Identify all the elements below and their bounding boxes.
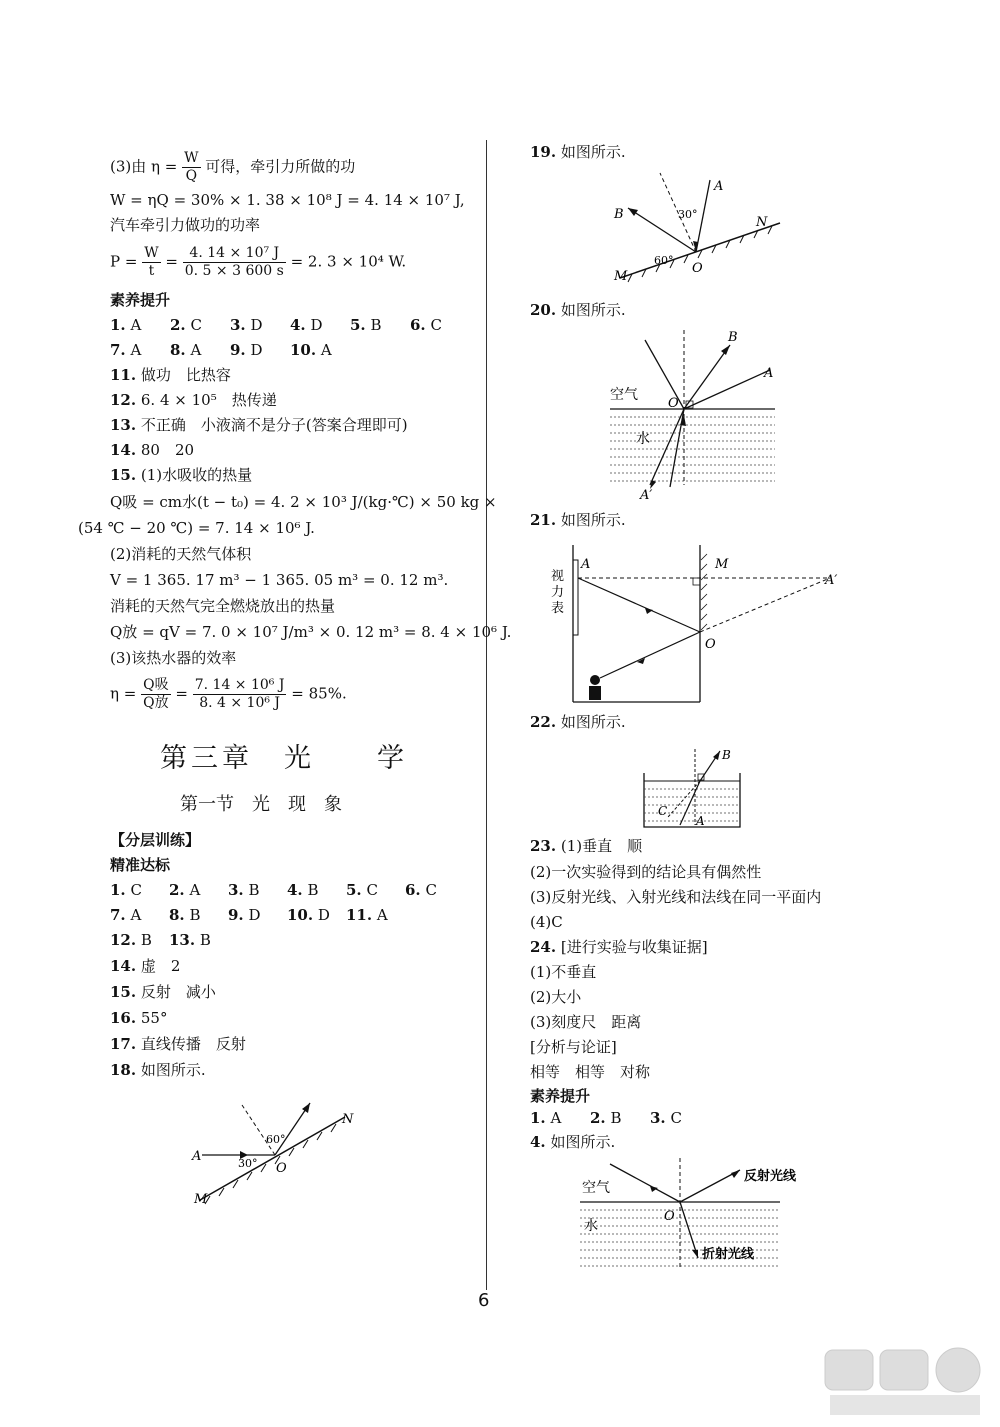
svg-text:60°: 60° <box>654 254 674 267</box>
eq-heat-released: Q放 = qV = 7. 0 × 10⁷ J/m³ × 0. 12 m³ = 8. 4 × 10⁶ J. <box>110 623 512 641</box>
fraction: $\frac{W}{Q}$ <box>184 150 199 184</box>
svg-text:反射光线: 反射光线 <box>744 1169 797 1184</box>
svg-text:力: 力 <box>551 585 565 600</box>
answer-item: 6. C <box>405 881 437 899</box>
svg-text:O: O <box>692 261 703 276</box>
answer-24-3: (3)刻度尺 距离 <box>530 1013 642 1031</box>
answer-row <box>110 905 405 925</box>
answer-row <box>110 315 470 335</box>
svg-text:O: O <box>705 637 716 652</box>
svg-text:A′: A′ <box>825 573 838 588</box>
heading-jingzhun: 精准达标 <box>110 856 171 874</box>
label-M: M <box>194 1192 208 1207</box>
svg-text:水: 水 <box>584 1218 598 1234</box>
answer-item: 9. D <box>230 341 263 359</box>
figure-18-reflection <box>180 1095 370 1210</box>
answer-item: 5. B <box>350 316 382 334</box>
answer-item: 3. D <box>230 316 263 334</box>
text-line: (3)该热水器的效率 <box>110 649 237 667</box>
answer-22: 22. 如图所示. <box>530 713 626 731</box>
answer-16: 16. 55° <box>110 1009 168 1027</box>
watermark-logo <box>820 1345 990 1420</box>
eq-heat-absorbed-cont: (54 ℃ − 20 ℃) = 7. 14 × 10⁶ J. <box>78 519 315 537</box>
answer-item: 10. D <box>287 906 330 924</box>
svg-text:O: O <box>668 396 679 411</box>
svg-text:视: 视 <box>551 569 565 584</box>
svg-text:A′: A′ <box>640 488 653 503</box>
eq-power: P = $\frac{W}{t}$ = $\frac{\text{4. 14 × 10⁷ J}}{0. 5 \times 3 600 s}$ = 2. 3 × 10⁴ W. <box>110 245 407 279</box>
answer-24-1: (1)不垂直 <box>530 963 597 981</box>
section-title: 第一节 光 现 象 <box>180 794 342 815</box>
svg-text:折射光线: 折射光线 <box>702 1247 755 1262</box>
figure-22-water-tank <box>640 745 750 830</box>
svg-text:O: O <box>664 1209 675 1224</box>
answer-item: 1. A <box>530 1109 562 1127</box>
figure-20-refraction <box>600 325 785 510</box>
answer-20: 20. 如图所示. <box>530 301 626 319</box>
text-line: (2)消耗的天然气体积 <box>110 545 252 563</box>
answer-23: 23. (1)垂直 顺 <box>530 837 643 855</box>
svg-text:B: B <box>722 748 731 762</box>
answer-24: 24. [进行实验与收集证据] <box>530 938 708 956</box>
page-number: 6 <box>478 1290 490 1311</box>
svg-text:A: A <box>764 366 774 381</box>
answer-19: 19. 如图所示. <box>530 143 626 161</box>
svg-text:C: C <box>658 804 668 818</box>
text-line: 汽车牵引力做功的功率 <box>110 216 261 234</box>
svg-text:N: N <box>756 215 768 230</box>
eq-heat-absorbed: Q吸 = cm水(t − t₀) = 4. 2 × 10³ J/(kg·℃) × 50 kg × <box>110 493 497 511</box>
svg-text:A: A <box>714 179 724 194</box>
chapter-title: 第三章 光 学 <box>160 743 408 774</box>
answer-item: 2. C <box>170 316 202 334</box>
answer-24-5: 相等 相等 对称 <box>530 1063 651 1081</box>
answer-12: 12. 6. 4 × 10⁵ 热传递 <box>110 391 277 409</box>
label-N: N <box>342 1112 354 1127</box>
answer-item: 13. B <box>169 931 211 949</box>
answer-item: 4. D <box>290 316 323 334</box>
answer-24-4: [分析与论证] <box>530 1038 617 1056</box>
answer-14b: 14. 虚 2 <box>110 957 181 975</box>
svg-text:M: M <box>715 557 729 572</box>
svg-text:空气: 空气 <box>582 1180 610 1196</box>
answer-item: 9. D <box>228 906 261 924</box>
heading-suyang: 素养提升 <box>110 291 171 309</box>
label-O: O <box>276 1161 287 1176</box>
answer-item: 12. B <box>110 931 152 949</box>
svg-text:30°: 30° <box>678 208 698 221</box>
heading-fenceng: 【分层训练】 <box>110 831 201 849</box>
answer-item: 2. B <box>590 1109 622 1127</box>
answer-4: 4. 如图所示. <box>530 1133 616 1151</box>
answer-15b: 15. 反射 减小 <box>110 983 216 1001</box>
answer-14: 14. 80 20 <box>110 441 195 459</box>
answer-item: 1. C <box>110 881 142 899</box>
svg-text:表: 表 <box>551 601 565 616</box>
answer-24-2: (2)大小 <box>530 988 582 1006</box>
answer-17: 17. 直线传播 反射 <box>110 1035 246 1053</box>
answer-row <box>530 1108 710 1128</box>
answer-item: 8. B <box>169 906 201 924</box>
angle-60: 60° <box>266 1133 286 1146</box>
svg-text:B: B <box>728 330 738 345</box>
svg-text:M: M <box>614 269 628 284</box>
answer-item: 6. C <box>410 316 442 334</box>
answer-item: 5. C <box>346 881 378 899</box>
figure-21-mirror <box>545 540 840 710</box>
eq-volume: V = 1 365. 17 m³ − 1 365. 05 m³ = 0. 12 m³. <box>110 571 449 589</box>
answer-item: 3. C <box>650 1109 682 1127</box>
svg-text:空气: 空气 <box>610 387 638 403</box>
answer-11: 11. 做功 比热容 <box>110 366 231 384</box>
figure-4-reflection-refraction <box>580 1158 800 1278</box>
answer-item: 7. A <box>110 906 142 924</box>
answer-item: 7. A <box>110 341 142 359</box>
answer-item: 4. B <box>287 881 319 899</box>
answer-item: 10. A <box>290 341 332 359</box>
answer-13: 13. 不正确 小液滴不是分子(答案合理即可) <box>110 416 408 434</box>
answer-23-2: (2)一次实验得到的结论具有偶然性 <box>530 863 762 881</box>
svg-text:B: B <box>614 207 624 222</box>
answer-item: 11. A <box>346 906 388 924</box>
heading-suyang-2: 素养提升 <box>530 1087 591 1105</box>
answer-item: 3. B <box>228 881 260 899</box>
answer-23-3: (3)反射光线、入射光线和法线在同一平面内 <box>530 888 822 906</box>
answer-item: 1. A <box>110 316 142 334</box>
answer-21: 21. 如图所示. <box>530 511 626 529</box>
eq-efficiency-line: (3)由 η = $\frac{W}{Q}$ 可得，牵引力所做的功 <box>110 150 356 184</box>
figure-19-reflection <box>600 168 790 288</box>
answer-row <box>110 880 464 900</box>
svg-text:水: 水 <box>636 431 650 447</box>
label-A: A <box>192 1149 202 1164</box>
eq-heater-efficiency: η = $\frac{\text{Q吸}}{\text{Q放}}$ = $\frac{\text{7. 14 × 10⁶ J}}{\text{8. 4 × 10⁶ J}}$ = 85%. <box>110 677 347 711</box>
answer-15: 15. (1)水吸收的热量 <box>110 466 253 484</box>
answer-item: 2. A <box>169 881 201 899</box>
answer-row <box>110 930 228 950</box>
answer-23-4: (4)C <box>530 913 563 931</box>
answer-18: 18. 如图所示. <box>110 1061 206 1079</box>
svg-text:A: A <box>581 557 591 572</box>
svg-text:A: A <box>696 814 705 828</box>
answer-item: 8. A <box>170 341 202 359</box>
angle-30: 30° <box>238 1157 258 1170</box>
text-line: 消耗的天然气完全燃烧放出的热量 <box>110 597 336 615</box>
answer-row <box>110 340 350 360</box>
column-divider <box>486 140 487 1290</box>
eq-work: W = ηQ = 30% × 1. 38 × 10⁸ J = 4. 14 × 10⁷ J, <box>110 191 465 209</box>
